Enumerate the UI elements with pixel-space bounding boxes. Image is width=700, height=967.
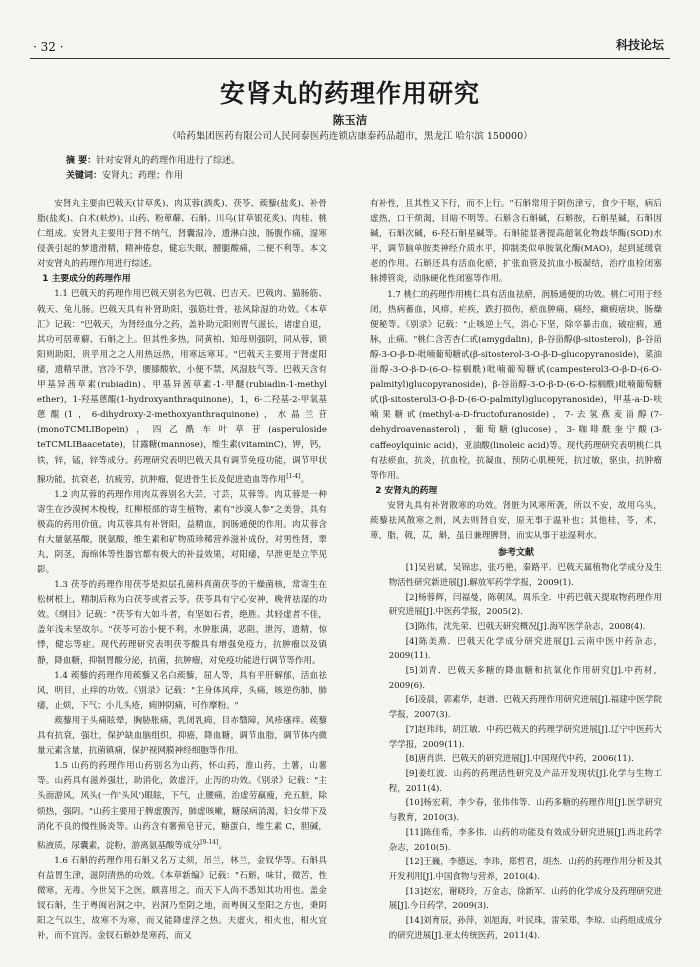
intro-paragraph: 安肾丸主要由巴戟天(甘草炙)、肉苁蓉(酒炙)、茯苓、蒺藜(盐炙)、补骨脂(盐炙)、白术(麸炒)、山药、粉萆薢、石斛、川乌(甘草银花炙)、肉桂、桃仁组成。安肾丸主要用于肾不纳气，肾囊湿冷，遗淋白浊，肠腹作痛，湿寒侵袭引起的梦遗滑精，精神倦怠，健忘失眠，腰腿酸痛，二便不利等。本文对安肾丸的药理作用进行综述。 bbox=[37, 199, 327, 270]
paragraph-1-6-continued: 有补性，且其性又下行，而不上行。"石斛常用于阴伤津亏，食少干呕，病后虚热，口干烦渴，目暗不明等。石斛含石斛碱，石斛胺，石斛星碱，石斛因碱，石斛次碱，6-羟石斛星碱等。石斛能显著提高超氧化物歧华酶(SOD)水平，调节脑单胺类神经介质水平，抑制类似单胺氧化酶(MAO)，起到延缓衰老的作用。石斛还具有活血化瘀，扩张血管及抗血小板凝结，治疗血栓闭塞脉搏管炎，动脉硬化性闭塞等作用。 bbox=[370, 199, 662, 285]
references-list bbox=[370, 561, 662, 943]
paragraph-1-7 bbox=[370, 288, 662, 484]
paragraph-1-4a-text: 蒺藜又名白蒺藜，屈人等，具有平肝解郁，活血祛风，明目，止痒的功效。《别录》记载："主身体风痒，头痛，咳逆伤肺，肺痿，止烦，下气；小儿头疮，痈肿阴痛，可作摩粉。" bbox=[37, 670, 327, 711]
paragraph-1-2-text: 肉苁蓉别名大芸，寸芸，苁蓉等。肉苁蓉是一种寄生在沙漠树木梭梭，红柳根部的寄生植物，素有"沙漠人参"之美誉，具有极高的药用价值。肉苁蓉具有补肾阳，益精血，润肠通便的作用。肉苁蓉含有大量氨基酸，胱氨酸，维生素和矿物质珍稀营养滋补成份，对男性肾，睾丸，阴茎，海绵体等性器官都有极大的补益效果，对阳痿，早泄更是立竿见影。 bbox=[37, 489, 327, 576]
paragraph-1-4a bbox=[37, 669, 327, 714]
subheading-1-7: 1.7 桃仁的药理作用 bbox=[387, 289, 464, 300]
reference-item: [14]刘育辰，孙萍，刘旭海，叶民珠，雷荣郑，李琼．山药组成成分的研究进展[J].亚太传统医药，2011(4). bbox=[388, 916, 662, 941]
keywords-line bbox=[66, 169, 240, 184]
reference-item: [4]陈美燕．巴戟天化学成分研究进展[J].云南中医中药杂志，2009(11). bbox=[388, 636, 662, 662]
reference-item: [1]吴岩斌，吴锦忠，张巧艳，秦路平．巴戟天属植物化学成分及生物活性研究新进展[J].解放军药学学报，2009(1). bbox=[388, 563, 662, 588]
section-heading-1: 1 主要成分的药理作用 bbox=[42, 274, 131, 285]
page-number: · 32 · bbox=[33, 40, 64, 54]
subheading-1-2: 1.2 肉苁蓉的药理作用 bbox=[54, 489, 142, 500]
paragraph-1-3-text: 茯苓是拟层孔菌科真菌茯苓的干燥菌核，常寄生在松树根上，精制后称为白茯苓或者云苓。茯苓具有宁心安神，晚背祛湿的功效。《纲目》记载："茯苓有大如斗者，有坚如石者，绝胜。其轻虚者不佳，盖年浅未坚故尔。"茯苓可治小便不利，水肿胀满，恶阻，泄泻，遗精，惊悸，健忘等症。现代药理研究表明茯苓酸具有增强免疫力，抗肿瘤以及镇静，降血糖，抑制胃酸分泌，抗菌，抗肿瘤，对免疫功能进行调节等作用。 bbox=[37, 580, 327, 666]
paragraph-1-5-end: 。 bbox=[218, 840, 228, 851]
article-author: 陈玉洁 bbox=[332, 113, 368, 127]
paragraph-1-3 bbox=[37, 578, 327, 669]
header-rule bbox=[30, 58, 670, 59]
paragraph-1-7-text: 桃仁具有活血祛瘀，润肠通便的功效。桃仁可用于经闭，热病蓄血，风痹，疟疾，跌打损伤，瘀血肿痛，痛经，癥瘕痞块，肠燥便秘等。《别录》记载："止咳逆上气，消心下坚，除卒暴击血，破症瘕，通脉，止痛。"桃仁含苦杏仁甙(amygdalin)，β-谷甾醇(β-sitosterol)，β-谷甾醇-3-O-β-D-吡喃葡萄糖甙(β-sitosterol-3-O-β-D-glucopyranoside)，菜油甾醇-3-O-β-D-(6-O-棕榈酰)吡喃葡萄糖甙(campesterol3-O-β-D-(6-O-palmityl)glucopyranoside)，β-谷甾醇-3-O-β-D-(6-O-棕榈酰)吡喃葡萄糖甙(β-sitosterol3-O-β-D-(6-O-palmityl)glucopyranoside)，甲基-a-D-呋喃果糖甙(methyl-a-D-fructofuranoside)，7-去氢燕麦甾醇(7-dehydroavenasterol)，葡萄糖(glucose)，3-咖啡酰奎宁酸(3-caffeoylquinic acid)，亚油酸(linoleic acid)等。现代药理研究表明桃仁具有祛瘀血，抗炎，抗血栓，抗凝血，预防心肌梗死，抗过敏，驱虫，抗肿瘤等作用。 bbox=[370, 289, 662, 481]
subheading-1-1: 1.1 巴戟天的药理作用 bbox=[54, 289, 142, 300]
journal-name: 科技论坛 bbox=[615, 38, 664, 52]
subheading-1-3: 1.3 茯苓的药理作用 bbox=[54, 580, 133, 591]
reference-item: [3]陈伟，沈先荣．巴戟天研究概况[J].海军医学杂志，2008(4). bbox=[405, 621, 646, 632]
reference-item: [7]赵玮玮，胡江敏．中药巴戟天的药理学研究进展[J].辽宁中医药大学学报，2009(11). bbox=[388, 724, 662, 750]
reference-item: [9]姜红波．山药的药理活性研究及产品开发现状[J].化学与生物工程，2011(4). bbox=[388, 769, 662, 794]
paragraph-1-5-text: 山药别名为山药，怀山药，淮山药，土薯，山薯等。山药具有滋养强壮，助消化，敛虚汗，止泻的功效。《别录》记载："主头面游风，风头(一作'头风')眼眩，下气，止腰痛，治虚劳羸瘦，充五脏，除烦热，强阴。"山药主要用于脾虚腹泻，肺虚咳嗽，糖尿病消渴，妇女带下及消化不良的慢性肠炎等。山药含有薯蓣皂苷元，糖蛋白，维生素 C，胆碱，粘液质，尿囊素，淀粉，游离氨基酸等成分 bbox=[37, 761, 327, 851]
reference-item: [5]刘青．巴戟天多糖的降血糖和抗氧化作用研究[J].中药材，2009(6). bbox=[388, 666, 662, 691]
keywords-text: 安肾丸；药理；作用 bbox=[102, 171, 184, 181]
paragraph-1-6 bbox=[37, 854, 327, 945]
paragraph-2: 安肾丸具有补肾散寒的功效。肾脏为风寒所袭，所以不安，故用乌头，蒺藜祛风散寒之剂，风去则肾自安，原无事于温补也；其他桂，苓，术，萆，脂，戟，苁，斛，虽日兼理脾肾，而实从事于祛湿利水。 bbox=[370, 500, 662, 541]
abstract-text: 针对安肾丸的药理作用进行了综述。 bbox=[96, 156, 241, 166]
paragraph-1-5 bbox=[37, 759, 327, 853]
subheading-1-6: 1.6 石斛的药理作用 bbox=[54, 855, 133, 866]
keywords-label: 关键词： bbox=[66, 171, 103, 181]
paragraph-1-6-text: 石斛又名万丈须，吊兰，林兰，金钗华等。石斛具有益胃生津，滋阴清热的功效。《本草新编》记载："石斛，味甘，微苦，性微寒，无毒。今世吴下之医，颇喜用之，而天下人尚不悉知其功用也。盖金钗石斛，生于粤闽岩洞之中，岩洞乃至阴之地，而粤闽又至阳之方也，秉阴阳之气以生，故寒不为寒，而又能降虚浮之热。夫虚火，相火也，相火宜补，而不宜泻。金钗石斛妙是寒药，而又 bbox=[37, 855, 327, 942]
subheading-1-5: 1.5 山药的药理作用 bbox=[54, 761, 136, 772]
citation-9-14: [9-14] bbox=[200, 838, 219, 846]
section-heading-2: 2 安肾丸的药理 bbox=[375, 485, 438, 496]
reference-item: [13]赵宏，谢晓玲，万金志，徐新军．山药的化学成分及药理研究进展[J].今日药学，2009(3). bbox=[388, 886, 662, 912]
abstract-label: 摘 要： bbox=[66, 156, 97, 166]
reference-item: [8]唐肖洪．巴戟天的研究进展[J].中国现代中药，2006(11). bbox=[405, 754, 634, 765]
reference-item: [12]王巍，李德远，李玮，郑哲君，胡杰．山药的药理作用分析及其开发利用[J].中国食物与营养，2010(4). bbox=[388, 857, 662, 882]
references-heading: 参考文献 bbox=[497, 548, 534, 559]
citation-1-4: [1-4] bbox=[286, 472, 301, 480]
paragraph-1-1-end: 。 bbox=[300, 474, 310, 485]
abstract-block bbox=[66, 154, 240, 184]
reference-item: [6]凌晨，郭素华，赵谱．巴戟天药理作用研究进展[J].福建中医学院学报，2007(3). bbox=[388, 695, 662, 721]
right-column bbox=[370, 197, 662, 943]
reference-item: [10]杨宏莉，李少春，张伟伟等．山药多糖的药理作用[J].医学研究与教育，2010(3). bbox=[388, 798, 662, 824]
article-affiliation: （哈药集团医药有限公司人民同泰医药连锁店康泰药品超市，黑龙江 哈尔滨 150000） bbox=[167, 131, 533, 142]
paragraph-1-1 bbox=[37, 287, 327, 487]
reference-item: [2]杨蓉辉，闫福曼，陈朝凤，周乐全．中药巴戟天提取物药理作用研究进展[J].中医药学报，2005(2). bbox=[388, 592, 662, 618]
paragraph-1-4b: 蒺藜用于头痛眩晕，胸胁胀痛，乳闭乳痈，目赤翳障，风疹瘙痒。蒺藜具有抗衰，强壮，保护缺血脑组织，抑癌，降血糖，调节血脂，调节体内微量元素含量，抗菌镇痛，保护视网膜神经细胞等作用。 bbox=[37, 715, 327, 757]
subheading-1-4: 1.4 蒺藜的药理作用 bbox=[54, 670, 133, 681]
paragraph-1-1-text: 巴戟天别名为巴戟、巴吉天、巴戟肉、猫肠筋、戟天、兔儿肠。巴戟天具有补肾助阳，强筋壮骨，祛风除湿的功效。《本草汇》记载："巴戟天，为肾经血分之药，盖补助元阳则胃气滋长，诸虚自退，其功可居萆薢、石斛之上。但其性多热，同黄柏、知母则强阴，同从蓉，锁阳则助阳，贵乎用之之人用热远热，用寒远寒耳。"巴戟天主要用于肾虚阳痿，遗精早泄，宫冷不孕，腰膝酸软，小便不禁，风湿肢气等。巴戟天含有甲基异茜草素(rubiadin)、甲基异茜草素-1-甲醚(rubiadin-1-methyl ether)，1-羟基蒽醌(1-hydroxyanthraquinone)，1，6-二羟基-2-甲氧基蒽醌(1，6-dihydroxy-2-methoxyanthraquinone)，水晶兰苷(monoTCMLIBopein)，四乙酰车叶草苷(asperuloside teTCMLIBaacetate)，甘露糖(mannose)，维生素(vitaminC)，钾，钙，铁，锌，锰，锌等成分。药理研究表明巴戟天具有调节免疫功能，调节甲状腺功能，抗衰老，抗疲劳，抗肿瘤，促进骨生长及促进造血等作用 bbox=[37, 289, 327, 485]
paragraph-1-2 bbox=[37, 488, 327, 579]
left-column bbox=[37, 197, 327, 944]
reference-item: [11]陈佳希，李多伟．山药的功能及有效成分研究进展[J].西北药学杂志，2010(5). bbox=[388, 827, 662, 853]
article-title: 安肾丸的药理作用研究 bbox=[219, 79, 480, 108]
abstract-line bbox=[66, 154, 240, 169]
